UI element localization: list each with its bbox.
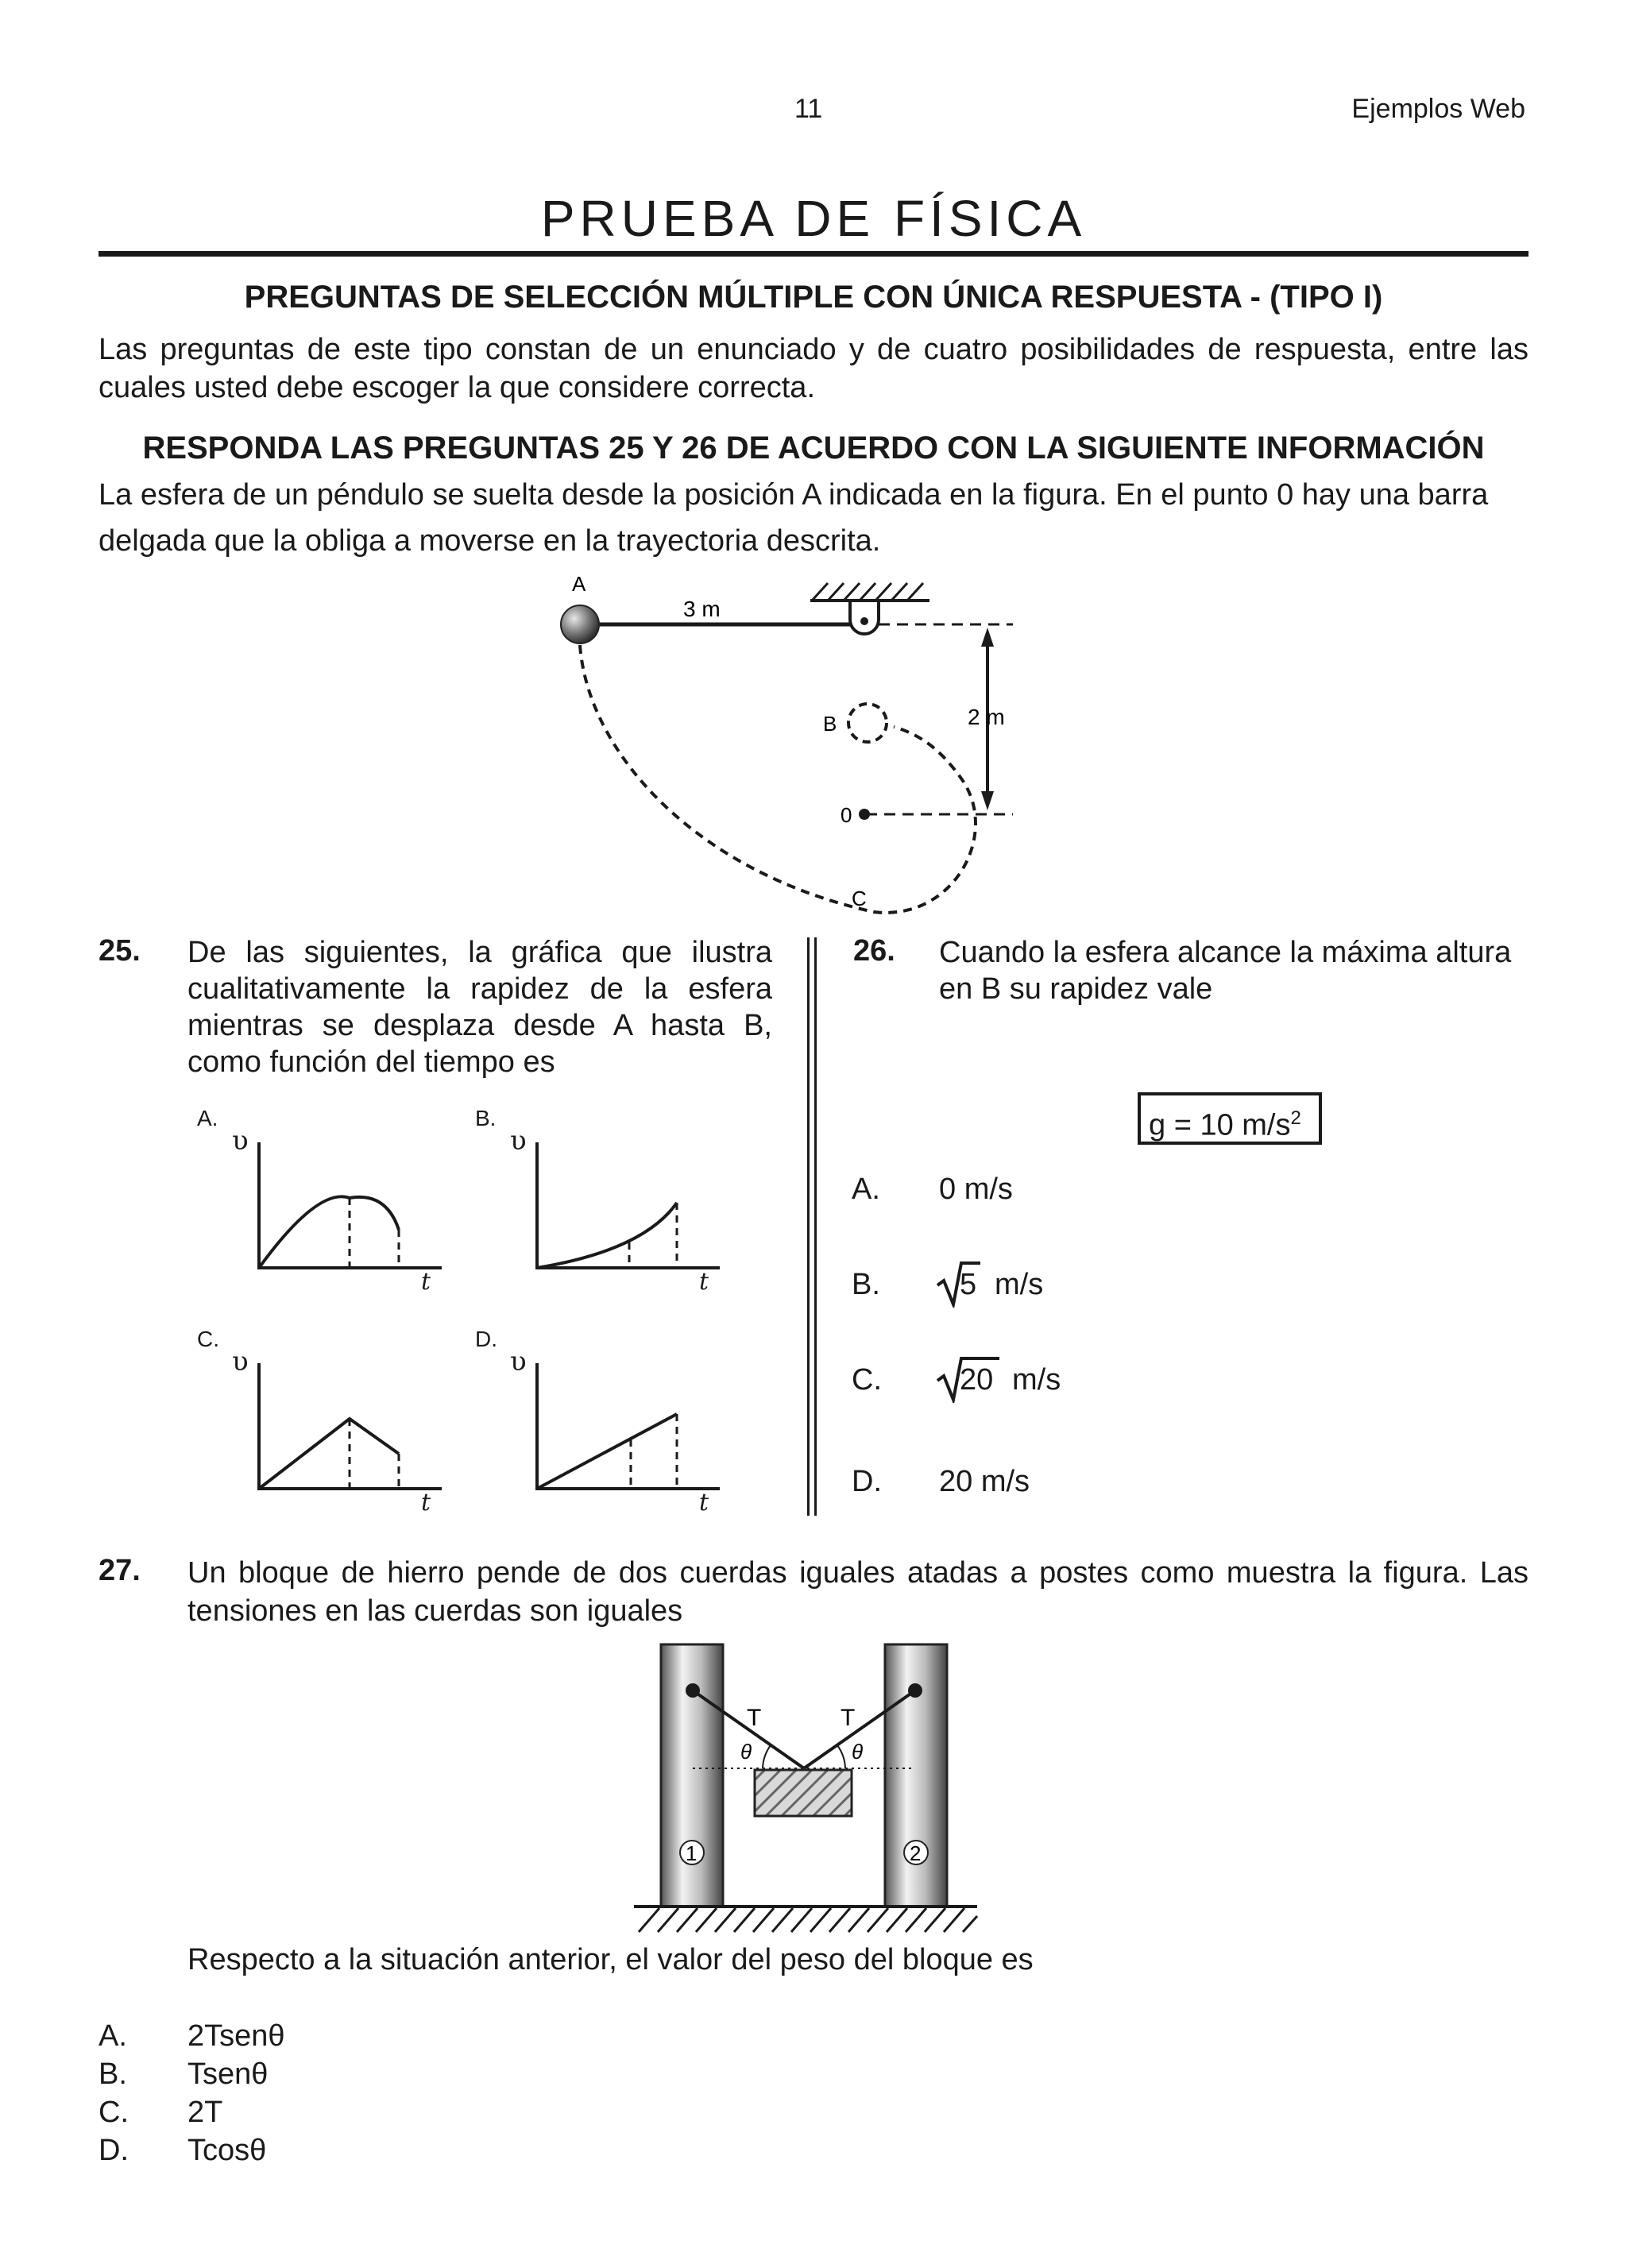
post-1-label: 1 bbox=[686, 1841, 698, 1865]
header-source: Ejemplos Web bbox=[1351, 94, 1525, 124]
q26-text: Cuando la esfera alcance la máxima altura en B su rapidez vale bbox=[939, 936, 1512, 1006]
label-b: B bbox=[823, 712, 837, 736]
graph-c-line bbox=[259, 1419, 399, 1489]
given-gravity-exponent: 2 bbox=[1290, 1107, 1301, 1129]
given-gravity-box bbox=[1138, 1092, 1322, 1145]
q27-option-b[interactable] bbox=[99, 2057, 269, 2092]
graph-b-x-axis: t bbox=[699, 1268, 709, 1296]
graph-d[interactable] bbox=[469, 1320, 739, 1517]
graph-b-y-axis: υ bbox=[510, 1125, 527, 1157]
label-0: 0 bbox=[841, 803, 852, 827]
posts-figure bbox=[628, 1638, 985, 1940]
q26-option-d-letter: D. bbox=[852, 1465, 882, 1498]
q26-option-b-letter: B. bbox=[852, 1268, 880, 1301]
q27-option-a-letter: A. bbox=[99, 2019, 127, 2053]
q26-option-c[interactable] bbox=[852, 1363, 1090, 1403]
q27-option-b-text: Tsenθ bbox=[187, 2057, 269, 2091]
section-intro: Las preguntas de este tipo constan de un enunciado y de cuatro posibilidades de respuesta, entre las cuales usted debe escoger la que considere correcta. bbox=[99, 333, 1528, 404]
graph-a-y-axis: υ bbox=[232, 1125, 249, 1157]
q26-option-a-text: 0 m/s bbox=[939, 1173, 1013, 1206]
q27-prompt: Respecto a la situación anterior, el valor del peso del bloque es bbox=[187, 1943, 1034, 1976]
graph-b[interactable] bbox=[469, 1099, 739, 1296]
section-heading: PREGUNTAS DE SELECCIÓN MÚLTIPLE CON ÚNICA RESPUESTA - (TIPO I) bbox=[244, 280, 1383, 315]
q26-option-a-letter: A. bbox=[852, 1173, 880, 1206]
q26-option-d-text: 20 m/s bbox=[939, 1465, 1030, 1498]
label-a: A bbox=[572, 572, 586, 596]
q27-option-d[interactable] bbox=[99, 2134, 267, 2168]
q27-option-c-letter: C. bbox=[99, 2096, 129, 2129]
q27-option-d-letter: D. bbox=[99, 2134, 129, 2167]
angle-left: θ bbox=[740, 1740, 752, 1764]
q25-text: De las siguientes, la gráfica que ilustra cualitativamente la rapidez de la esfera mientras se desplaza desde A hasta B, como función del tiempo es bbox=[187, 936, 772, 1079]
q27-option-c[interactable] bbox=[99, 2096, 223, 2130]
graph-a-letter: A. bbox=[197, 1106, 218, 1130]
graph-b-letter: B. bbox=[475, 1106, 497, 1130]
q27-text: Un bloque de hierro pende de dos cuerdas iguales atadas a postes como muestra la figura. Las tensiones en las cuerdas son iguales bbox=[187, 1556, 1528, 1628]
q27-option-b-letter: B. bbox=[99, 2057, 127, 2091]
graph-c-x-axis: t bbox=[421, 1489, 431, 1517]
q26-option-c-letter: C. bbox=[852, 1363, 882, 1397]
graph-c[interactable] bbox=[191, 1320, 461, 1517]
q25-number: 25. bbox=[99, 934, 141, 968]
graph-b-curve bbox=[537, 1203, 677, 1268]
graph-d-x-axis: t bbox=[699, 1489, 709, 1517]
given-gravity: g = 10 m/s bbox=[1149, 1108, 1291, 1142]
page-number: 11 bbox=[794, 94, 823, 124]
tension-right: T bbox=[841, 1705, 856, 1731]
post-2-label: 2 bbox=[910, 1841, 922, 1865]
graph-d-y-axis: υ bbox=[510, 1346, 527, 1377]
height-label: 2 m bbox=[968, 705, 1005, 729]
q26-option-b-unit: m/s bbox=[995, 1268, 1044, 1301]
graph-a[interactable] bbox=[191, 1099, 461, 1296]
pendulum-figure bbox=[508, 572, 1033, 921]
q26-option-c-unit: m/s bbox=[1012, 1363, 1061, 1397]
q27-number: 27. bbox=[99, 1554, 141, 1587]
q27-option-c-text: 2T bbox=[187, 2096, 223, 2129]
graph-c-letter: C. bbox=[197, 1327, 219, 1351]
label-c: C bbox=[852, 887, 867, 910]
q26-option-c-radicand: 20 bbox=[960, 1363, 994, 1397]
q26-option-b-radicand: 5 bbox=[960, 1268, 977, 1301]
column-divider bbox=[807, 937, 810, 1516]
q27-option-d-text: Tcosθ bbox=[187, 2134, 267, 2167]
angle-right: θ bbox=[852, 1740, 864, 1764]
column-divider bbox=[814, 937, 817, 1516]
graph-c-y-axis: υ bbox=[232, 1346, 249, 1377]
graph-d-line bbox=[537, 1414, 677, 1489]
graph-a-curve bbox=[259, 1196, 399, 1268]
length-label: 3 m bbox=[683, 597, 721, 621]
info-text: La esfera de un péndulo se suelta desde la posición A indicada en la figura. En el punto 0 hay una barra delgada que la obliga a moverse en la trayectoria descrita. bbox=[99, 478, 1489, 558]
tension-left: T bbox=[747, 1705, 762, 1731]
q27-option-a[interactable] bbox=[99, 2019, 285, 2054]
title-rule bbox=[99, 251, 1528, 257]
q26-option-a[interactable] bbox=[852, 1173, 1013, 1207]
q26-option-d[interactable] bbox=[852, 1465, 1030, 1499]
q27-option-a-text: 2Tsenθ bbox=[187, 2019, 285, 2053]
graph-a-x-axis: t bbox=[421, 1268, 431, 1296]
page-title: PRUEBA DE FÍSICA bbox=[540, 190, 1087, 247]
graph-d-letter: D. bbox=[475, 1327, 497, 1351]
q26-number: 26. bbox=[853, 934, 895, 968]
q26-option-b[interactable] bbox=[852, 1268, 1090, 1308]
info-heading: RESPONDA LAS PREGUNTAS 25 Y 26 DE ACUERDO CON LA SIGUIENTE INFORMACIÓN bbox=[142, 431, 1485, 466]
